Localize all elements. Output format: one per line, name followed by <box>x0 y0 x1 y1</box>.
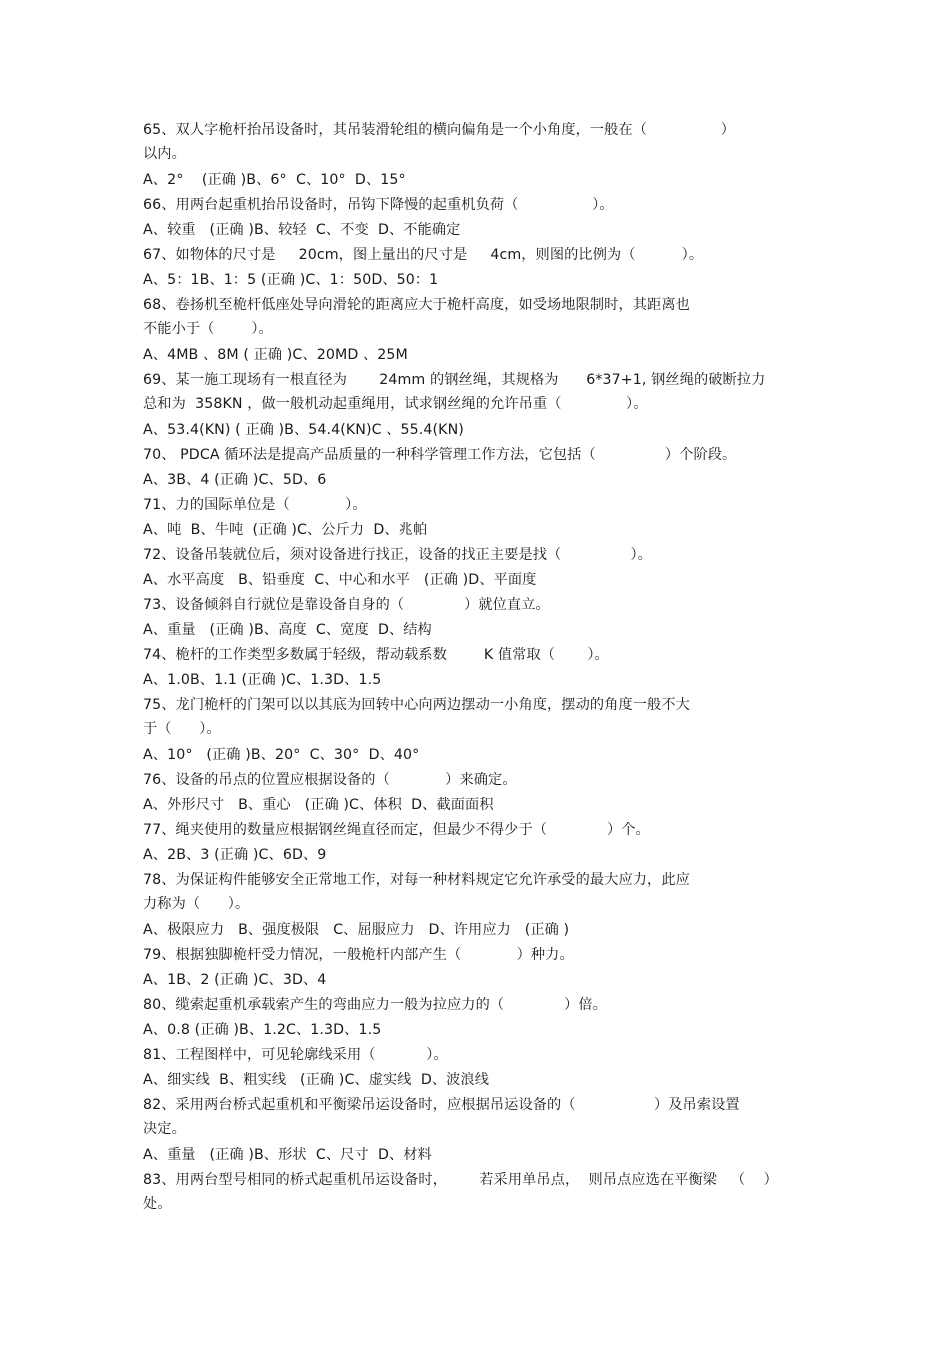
question-74: 74、桅杆的工作类型多数属于轻级，帮动载系数 K 值常取（ ）。 <box>143 647 609 663</box>
question-77: 77、绳夹使用的数量应根据钢丝绳直径而定，但最少不得少于（ ）个。 <box>143 822 650 838</box>
question-82-line-1: 82、采用两台桥式起重机和平衡梁吊运设备时，应根据吊运设备的（ ）及吊索设置 <box>143 1097 740 1113</box>
question-66: 66、用两台起重机抬吊设备时，吊钩下降慢的起重机负荷（ ）。 <box>143 197 614 213</box>
question-76-options: A、外形尺寸 B、重心 (正确 )C、体积 D、截面面积 <box>143 797 494 813</box>
question-71: 71、力的国际单位是（ ）。 <box>143 497 367 513</box>
question-69-line-1: 69、某一施工现场有一根直径为 24mm 的钢丝绳，其规格为 6*37+1, 钢丝绳的破断拉力 <box>143 372 766 388</box>
question-76: 76、设备的吊点的位置应根据设备的（ ）来确定。 <box>143 772 517 788</box>
question-65-options: A、2° (正确 )B、6° C、10° D、15° <box>143 172 406 188</box>
question-71-options: A、吨 B、牛吨 (正确 )C、公斤力 D、兆帕 <box>143 522 428 538</box>
question-78-options: A、极限应力 B、强度极限 C、屈服应力 D、许用应力 (正确 ) <box>143 922 570 938</box>
question-69-options: A、53.4(KN) ( 正确 )B、54.4(KN)C 、55.4(KN) <box>143 422 464 438</box>
question-79: 79、根据独脚桅杆受力情况，一般桅杆内部产生（ ）种力。 <box>143 947 574 963</box>
question-65-line-2: 以内。 <box>143 146 186 162</box>
question-81: 81、工程图样中，可见轮廓线采用（ ）。 <box>143 1047 448 1063</box>
question-75-line-2: 于（ ）。 <box>143 721 221 737</box>
question-66-options: A、较重 (正确 )B、较轻 C、不变 D、不能确定 <box>143 222 461 238</box>
question-82-line-2: 决定。 <box>143 1121 186 1137</box>
question-83-line-1: 83、用两台型号相同的桥式起重机吊运设备时， 若采用单吊点， 则吊点应选在平衡梁 （ ） <box>143 1172 778 1188</box>
question-80-options: A、0.8 (正确 )B、1.2C、1.3D、1.5 <box>143 1022 382 1038</box>
question-80: 80、缆索起重机承载索产生的弯曲应力一般为拉应力的（ ）倍。 <box>143 997 607 1013</box>
question-81-options: A、细实线 B、粗实线 (正确 )C、虚实线 D、波浪线 <box>143 1072 489 1088</box>
question-75-options: A、10° (正确 )B、20° C、30° D、40° <box>143 747 420 763</box>
question-68-line-2: 不能小于（ ）。 <box>143 321 273 337</box>
question-74-options: A、1.0B、1.1 (正确 )C、1.3D、1.5 <box>143 672 382 688</box>
question-77-options: A、2B、3 (正确 )C、6D、9 <box>143 847 327 863</box>
question-73-options: A、重量 (正确 )B、高度 C、宽度 D、结构 <box>143 622 432 638</box>
question-69-line-2: 总和为 358KN ，做一般机动起重绳用，试求钢丝绳的允许吊重（ ）。 <box>143 396 648 412</box>
question-65-line-1: 65、双人字桅杆抬吊设备时，其吊装滑轮组的横向偏角是一个小角度，一般在（ ） <box>143 122 736 138</box>
question-78-line-2: 力称为（ ）。 <box>143 896 250 912</box>
question-75-line-1: 75、龙门桅杆的门架可以以其底为回转中心向两边摆动一小角度，摆动的角度一般不大 <box>143 697 690 713</box>
question-72: 72、设备吊装就位后，须对设备进行找正，设备的找正主要是找（ ）。 <box>143 547 652 563</box>
question-67: 67、如物体的尺寸是 20cm，图上量出的尺寸是 4cm，则图的比例为（ ）。 <box>143 247 704 263</box>
question-67-options: A、5：1B、1：5 (正确 )C、1：50D、50：1 <box>143 272 439 288</box>
question-72-options: A、水平高度 B、铅垂度 C、中心和水平 (正确 )D、平面度 <box>143 572 537 588</box>
question-82-options: A、重量 (正确 )B、形状 C、尺寸 D、材料 <box>143 1147 432 1163</box>
question-83-line-2: 处。 <box>143 1196 172 1212</box>
question-70: 70、 PDCA 循环法是提高产品质量的一种科学管理工作方法，它包括（ ）个阶段。 <box>143 447 737 463</box>
question-70-options: A、3B、4 (正确 )C、5D、6 <box>143 472 327 488</box>
question-79-options: A、1B、2 (正确 )C、3D、4 <box>143 972 327 988</box>
question-73: 73、设备倾斜自行就位是靠设备自身的（ ）就位直立。 <box>143 597 550 613</box>
question-68-options: A、4MB 、8M ( 正确 )C、20MD 、25M <box>143 347 408 363</box>
question-78-line-1: 78、为保证构件能够安全正常地工作，对每一种材料规定它允许承受的最大应力，此应 <box>143 872 690 888</box>
question-68-line-1: 68、卷扬机至桅杆低座处导向滑轮的距离应大于桅杆高度，如受场地限制时，其距离也 <box>143 297 690 313</box>
